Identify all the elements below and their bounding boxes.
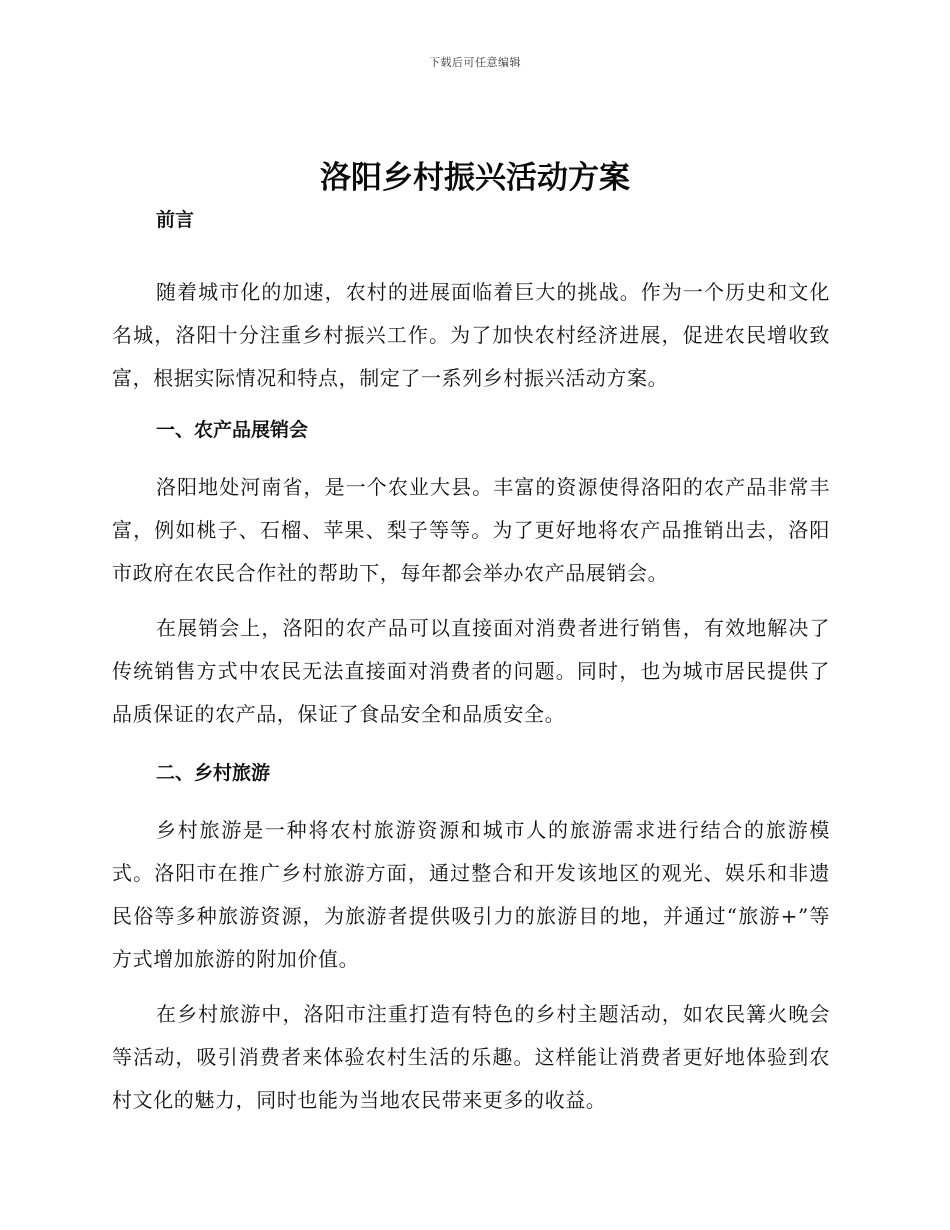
paragraph: 在展销会上，洛阳的农产品可以直接面对消费者进行销售，有效地解决了传统销售方式中农民无法直接面对消费者的问题。同时，也为城市居民提供了品质保证的农产品，保证了食品安全和品质安全。 bbox=[112, 616, 830, 726]
document-title: 洛阳乡村振兴活动方案 bbox=[320, 160, 630, 196]
section-heading-rural-tourism: 二、乡村旅游 bbox=[156, 762, 271, 784]
paragraph: 乡村旅游是一种将农村旅游资源和城市人的旅游需求进行结合的旅游模式。洛阳市在推广乡村旅游方面，通过整合和开发该地区的观光、娱乐和非遗民俗等多种旅游资源，为旅游者提供吸引力的旅游目的地，并通过“旅游+”等方式增加旅游的附加价值。 bbox=[112, 818, 830, 971]
paragraph: 在乡村旅游中，洛阳市注重打造有特色的乡村主题活动，如农民篝火晚会等活动，吸引消费者来体验农村生活的乐趣。这样能让消费者更好地体验到农村文化的魅力，同时也能为当地农民带来更多的收益。 bbox=[112, 1002, 830, 1112]
page-header-note: 下载后可任意编辑 bbox=[429, 56, 521, 69]
preface-paragraph: 随着城市化的加速，农村的进展面临着巨大的挑战。作为一个历史和文化名城，洛阳十分注重乡村振兴工作。为了加快农村经济进展，促进农民增收致富，根据实际情况和特点，制定了一系列乡村振兴活动方案。 bbox=[112, 280, 830, 390]
section-heading-produce-fair: 一、农产品展销会 bbox=[156, 419, 309, 441]
preface-heading: 前言 bbox=[156, 209, 195, 231]
document-body bbox=[112, 202, 830, 1122]
paragraph: 洛阳地处河南省，是一个农业大县。丰富的资源使得洛阳的农产品非常丰富，例如桃子、石榴、苹果、梨子等等。为了更好地将农产品推销出去，洛阳市政府在农民合作社的帮助下，每年都会举办农产品展销会。 bbox=[112, 475, 830, 585]
